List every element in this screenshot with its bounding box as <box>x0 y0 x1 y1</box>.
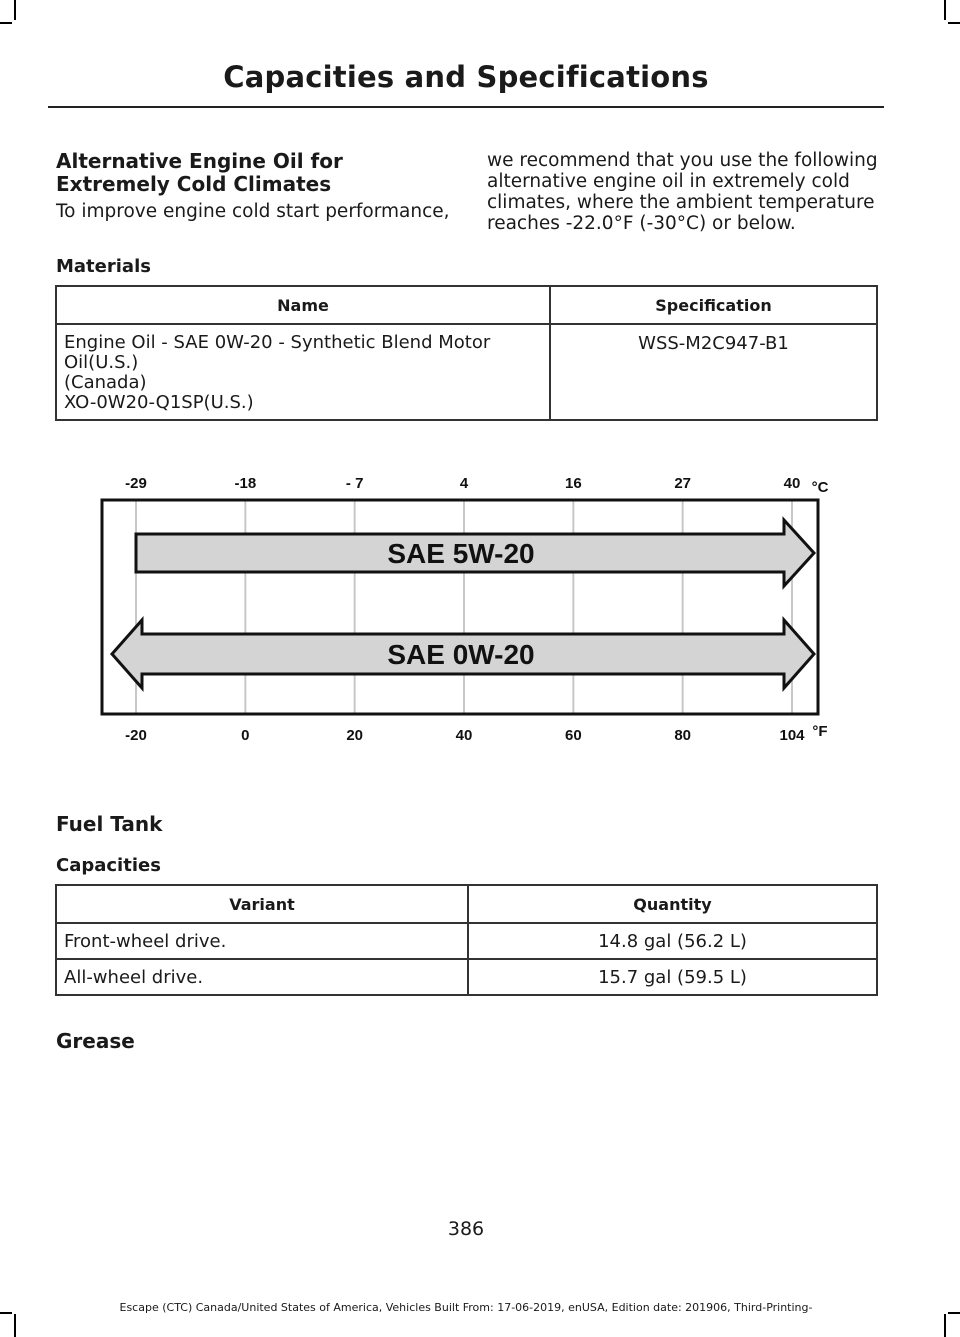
table-row <box>56 324 877 420</box>
oil-temperature-chart <box>96 468 836 758</box>
crop-mark <box>948 22 960 24</box>
fahrenheit-tick-label: 40 <box>455 727 473 744</box>
oil-specification-cell: WSS-M2C947-B1 <box>550 324 877 420</box>
fahrenheit-tick-label: 60 <box>564 727 582 744</box>
celsius-tick-label: 40 <box>783 475 801 492</box>
oil-name-line: Engine Oil - SAE 0W-20 - Synthetic Blend Motor <box>64 332 491 353</box>
fahrenheit-tick-label: 104 <box>779 727 805 744</box>
oil-heading-line-1: Alternative Engine Oil for <box>56 149 343 173</box>
crop-mark <box>944 0 946 20</box>
intro-right-line: climates, where the ambient temperature <box>487 192 875 213</box>
celsius-unit-label: °C <box>811 479 829 496</box>
oil-intro-left: To improve engine cold start performance, <box>56 201 450 222</box>
column-header-specification: Specification <box>550 286 877 324</box>
intro-right-line: we recommend that you use the following <box>487 150 878 171</box>
oil-name-line: (Canada) <box>64 372 147 393</box>
fahrenheit-tick-label: 0 <box>241 727 250 744</box>
oil-intro-right <box>487 150 878 234</box>
crop-mark <box>944 1314 946 1337</box>
celsius-tick-label: -18 <box>234 475 257 492</box>
fahrenheit-tick-label: 20 <box>346 727 364 744</box>
intro-right-line: reaches -22.0°F (-30°C) or below. <box>487 213 796 234</box>
celsius-tick-label: 27 <box>674 475 692 492</box>
crop-mark <box>14 0 16 20</box>
oil-band-label: SAE 0W-20 <box>387 639 535 670</box>
page-number: 386 <box>447 1218 485 1240</box>
table-row <box>56 959 877 995</box>
crop-mark <box>0 22 12 24</box>
grease-heading: Grease <box>56 1029 135 1053</box>
fahrenheit-tick-label: -20 <box>125 727 147 744</box>
quantity-cell: 15.7 gal (59.5 L) <box>468 959 877 995</box>
table-row <box>56 923 877 959</box>
column-header-quantity: Quantity <box>468 885 877 923</box>
oil-name-line: XO-0W20-Q1SP(U.S.) <box>64 392 254 413</box>
celsius-tick-label: - 7 <box>345 475 364 492</box>
footer-text: Escape (CTC) Canada/United States of America, Vehicles Built From: 17-06-2019, enUSA, Edition date: 201906, Third-Printing- <box>119 1301 813 1314</box>
celsius-tick-label: -29 <box>125 475 147 492</box>
variant-cell: Front-wheel drive. <box>56 923 468 959</box>
oil-heading-line-2: Extremely Cold Climates <box>56 172 332 196</box>
page-title: Capacities and Specifications <box>223 60 709 94</box>
materials-table <box>55 285 878 421</box>
title-rule <box>48 106 884 108</box>
materials-label: Materials <box>56 256 151 277</box>
fahrenheit-unit-label: °F <box>812 723 828 740</box>
oil-name-cell <box>56 324 550 420</box>
column-header-variant: Variant <box>56 885 468 923</box>
intro-right-line: alternative engine oil in extremely cold <box>487 171 850 192</box>
capacities-table <box>55 884 878 996</box>
fahrenheit-tick-label: 80 <box>674 727 692 744</box>
celsius-tick-label: 4 <box>459 475 469 492</box>
table-header-row <box>56 885 877 923</box>
variant-cell: All-wheel drive. <box>56 959 468 995</box>
column-header-name: Name <box>56 286 550 324</box>
crop-mark <box>14 1314 16 1337</box>
quantity-cell: 14.8 gal (56.2 L) <box>468 923 877 959</box>
celsius-tick-label: 16 <box>564 475 582 492</box>
crop-mark <box>948 1312 960 1314</box>
oil-band-label: SAE 5W-20 <box>387 538 535 569</box>
oil-name-line: Oil(U.S.) <box>64 352 139 373</box>
capacities-label: Capacities <box>56 855 161 876</box>
oil-section-heading <box>56 150 343 196</box>
table-header-row <box>56 286 877 324</box>
chart-frame <box>102 500 818 714</box>
fuel-tank-heading: Fuel Tank <box>56 812 163 836</box>
